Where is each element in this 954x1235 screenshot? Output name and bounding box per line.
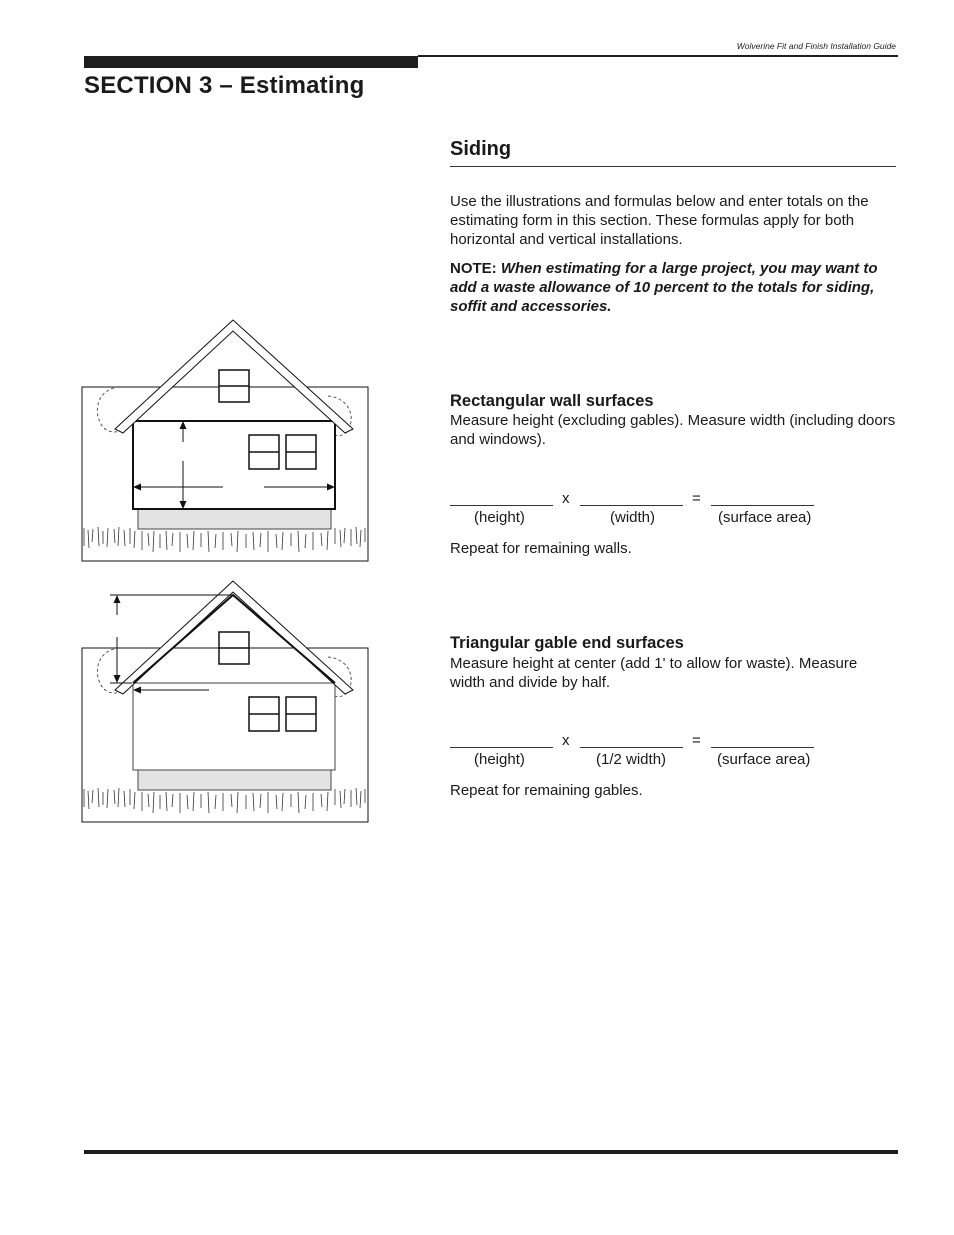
rectangular-height-blank — [450, 505, 553, 506]
triangular-equals-sign: = — [692, 732, 701, 749]
triangular-description: Measure height at center (add 1' to allow for waste). Measure width and divide by half. — [450, 655, 858, 691]
note-body: When estimating for a large project, you may want to add a waste allowance of 10 percent to the totals for siding, soffit and accessories. — [450, 260, 878, 315]
header-bar — [84, 56, 418, 68]
guide-title: Wolverine Fit and Finish Installation Guide — [736, 41, 896, 51]
rectangular-multiply-sign: x — [562, 490, 570, 507]
footer-rule — [84, 1150, 898, 1154]
rectangular-area-label: (surface area) — [718, 509, 812, 526]
triangular-multiply-sign: x — [562, 732, 570, 749]
section-title: SECTION 3 – Estimating — [84, 72, 365, 99]
house-gable-illustration — [70, 575, 380, 835]
rectangular-repeat-note: Repeat for remaining walls. — [450, 540, 632, 557]
rectangular-equals-sign: = — [692, 490, 701, 507]
triangular-title: Triangular gable end surfaces — [450, 634, 684, 652]
rectangular-width-label: (width) — [610, 509, 656, 526]
triangular-height-label: (height) — [474, 751, 525, 768]
rectangular-title: Rectangular wall surfaces — [450, 392, 654, 410]
triangular-width-blank — [580, 747, 683, 748]
header-rule — [418, 55, 898, 57]
rectangular-height-label: (height) — [474, 509, 525, 526]
triangular-repeat-note: Repeat for remaining gables. — [450, 782, 643, 799]
siding-note — [450, 259, 896, 316]
siding-heading: Siding — [450, 138, 512, 160]
triangular-area-label: (surface area) — [717, 751, 811, 768]
triangular-area-blank — [711, 747, 814, 748]
triangular-half-width-label: (1/2 width) — [596, 751, 667, 768]
siding-intro: Use the illustrations and formulas below and enter totals on the estimating form in this section. These formulas apply for both horizontal and vertical installations. — [450, 193, 869, 248]
note-label: NOTE: — [450, 260, 497, 277]
house-wall-illustration — [70, 310, 380, 570]
rectangular-width-blank — [580, 505, 683, 506]
rectangular-area-blank — [711, 505, 814, 506]
rectangular-description: Measure height (excluding gables). Measure width (including doors and windows). — [450, 412, 896, 448]
siding-heading-rule — [450, 166, 896, 167]
triangular-height-blank — [450, 747, 553, 748]
